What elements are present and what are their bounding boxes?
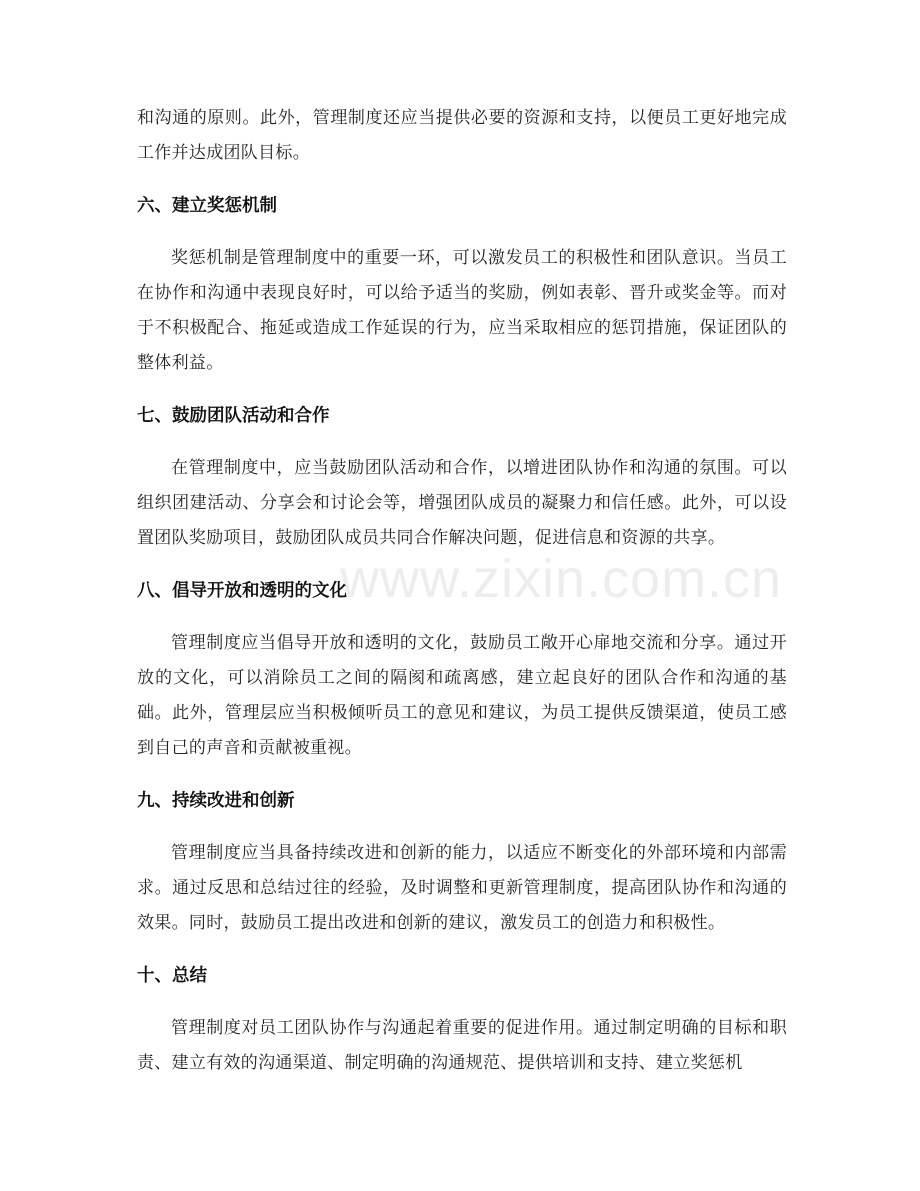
section-heading-10: 十、总结 xyxy=(137,966,207,986)
document-body xyxy=(137,101,787,1081)
section-body-9: 管理制度应当具备持续改进和创新的能力，以适应不断变化的外部环境和内部需求。通过反思和总结过往的经验，及时调整和更新管理制度，提高团队协作和沟通的效果。同时，鼓励员工提出改进和创新的建议，激发员工的创造力和积极性。 xyxy=(137,843,787,933)
section-body-6: 奖惩机制是管理制度中的重要一环，可以激发员工的积极性和团队意识。当员工在协作和沟通中表现良好时，可以给予适当的奖励，例如表彰、晋升或奖金等。而对于不积极配合、拖延或造成工作延误的行为，应当采取相应的惩罚措施，保证团队的整体利益。 xyxy=(137,248,787,373)
section-heading-8: 八、倡导开放和透明的文化 xyxy=(137,581,347,601)
section-heading-7: 七、鼓励团队活动和合作 xyxy=(137,406,330,426)
section-body-10: 管理制度对员工团队协作与沟通起着重要的促进作用。通过制定明确的目标和职责、建立有效的沟通渠道、制定明确的沟通规范、提供培训和支持、建立奖惩机 xyxy=(137,1018,787,1073)
section-heading-6: 六、建立奖惩机制 xyxy=(137,196,277,216)
section-body-7: 在管理制度中，应当鼓励团队活动和合作，以增进团队协作和沟通的氛围。可以组织团建活动、分享会和讨论会等，增强团队成员的凝聚力和信任感。此外，可以设置团队奖励项目，鼓励团队成员共同合作解决问题，促进信息和资源的共享。 xyxy=(137,458,787,548)
watermark-text: www.zixin.com.cn xyxy=(340,549,783,609)
intro-paragraph: 和沟通的原则。此外，管理制度还应当提供必要的资源和支持，以便员工更好地完成工作并达成团队目标。 xyxy=(137,108,787,163)
section-body-8: 管理制度应当倡导开放和透明的文化，鼓励员工敞开心扉地交流和分享。通过开放的文化，可以消除员工之间的隔阂和疏离感，建立起良好的团队合作和沟通的基础。此外，管理层应当积极倾听员工的意见和建议，为员工提供反馈渠道，使员工感到自己的声音和贡献被重视。 xyxy=(137,633,787,758)
section-heading-9: 九、持续改进和创新 xyxy=(137,791,295,811)
